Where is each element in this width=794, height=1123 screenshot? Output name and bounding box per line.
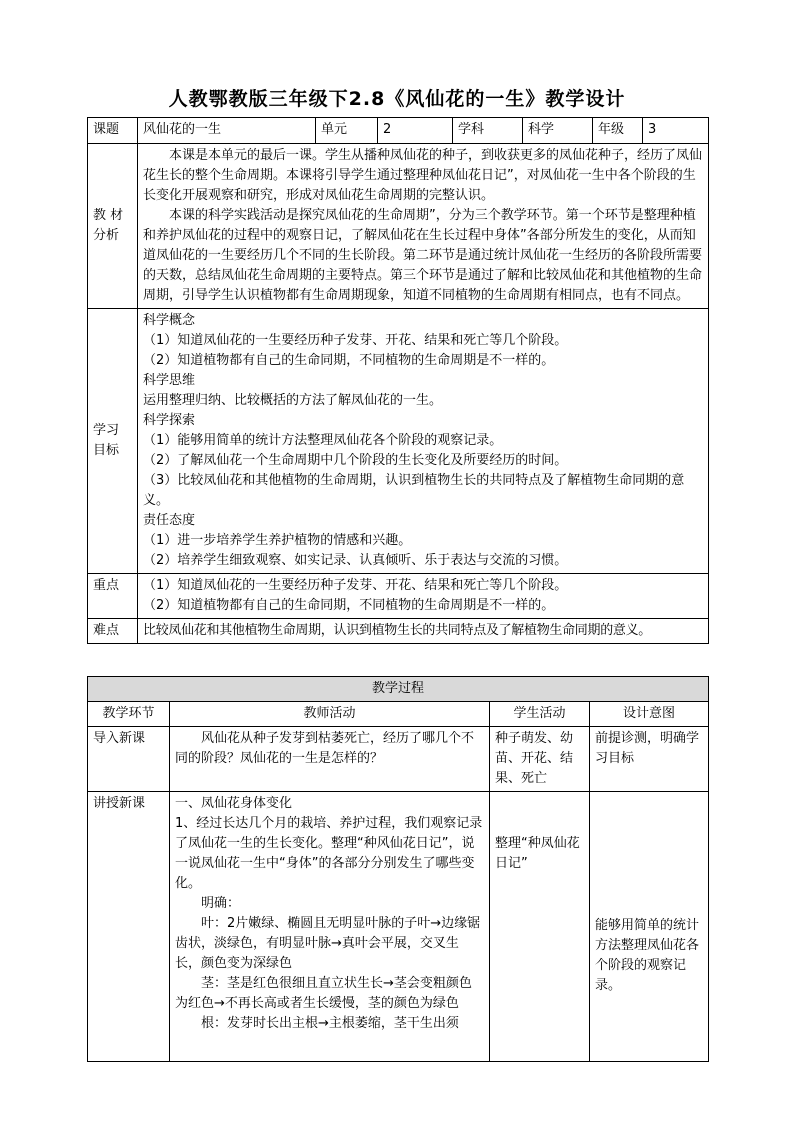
lecture-teacher-activity	[170, 792, 490, 1062]
objective-item: （1）进一步培养学生养护植物的情感和兴趣。	[143, 533, 412, 548]
intro-teacher-text: 风仙花从种子发芽到枯萎死亡，经历了哪几个不同的阶段？凤仙花的一生是怎样的？	[175, 731, 475, 766]
analysis-paragraph: 本课是本单元的最后一课。学生从播种凤仙花的种子，到收获更多的凤仙花种子，经历了凤仙花生长的整个生命周期。本课将引导学生通过整理种凤仙花日记”，对凤仙花一生中各个阶段的生长变化开展观察和研究，形成对凤仙花生命周期的完整认识。	[143, 148, 703, 203]
analysis-paragraph: 本课的科学实践活动是探究凤仙花的生命周期”，分为三个教学环节。第一个环节是整理种植和养护凤仙花的过程中的观察日记，了解凤仙花在生长过程中身体”各部分所发生的变化，从而知道凤仙花的一生要经历几个不同的生长阶段。第二环节是通过统计凤仙花一生经历的各阶段所需要的天数，总结凤仙花生命周期的主要特点。第三个环节是通过了解和比较凤仙花和其他植物的生命周期，引导学生认识植物都有生命周期现象，知道不同植物的生命周期有相同点，也有不同点。	[143, 208, 703, 303]
lecture-student-text: 整理“种凤仙花日记”	[495, 836, 580, 871]
page-title: 人教鄂教版三年级下2.8《风仙花的一生》教学设计	[168, 88, 626, 110]
intro-design-intent: 前提诊测，明确学习目标	[590, 727, 709, 792]
objective-item: （2）知道植物都有自己的生命同期，不同植物的生命周期是不一样的。	[143, 353, 555, 368]
objective-item: （1）能够用简单的统计方法整理凤仙花各个阶段的观察记录。	[143, 433, 503, 448]
lecture-line: 茎：茎是红色很细且直立状生长→茎会变粗颜色为红色→不再长高或者生长缓慢，茎的颜色为绿色	[175, 976, 472, 1011]
grade-label: 年级	[593, 118, 643, 144]
lecture-design-intent	[590, 792, 709, 1062]
lecture-line: 一、凤仙花身体变化	[175, 796, 293, 811]
lecture-line: 明确：	[201, 896, 241, 911]
objective-item: （1）知道凤仙花的一生要经历种子发芽、开花、结果和死亡等几个阶段。	[143, 333, 568, 348]
objective-item: （2）了解凤仙花一个生命周期中几个阶段的生长变化及所要经历的时间。	[143, 453, 568, 468]
column-header: 设计意图	[590, 702, 709, 727]
objectives-label: 学习 目标	[88, 309, 138, 574]
difficulty-label: 难点	[88, 619, 138, 644]
analysis-label: 教 材 分析	[88, 144, 138, 309]
key-points-content	[138, 574, 709, 619]
analysis-content	[138, 144, 709, 309]
lecture-line: 根：发芽时长出主根→主根萎缩，茎干生出须	[201, 1016, 459, 1031]
subject-label: 学科	[453, 118, 523, 144]
analysis-row	[88, 144, 709, 309]
key-point-item: （2）知道植物都有自己的生命同期，不同植物的生命周期是不一样的。	[143, 598, 555, 613]
objective-heading: 科学思维	[143, 373, 196, 388]
grade-value: 3	[643, 118, 709, 144]
process-heading-row	[88, 677, 709, 702]
objective-item: （3）比较凤仙花和其他植物的生命周期，认识到植物生长的共同特点及了解植物生命同期的意义。	[143, 473, 685, 508]
topic-value: 风仙花的一生	[138, 118, 316, 144]
process-columns-row	[88, 702, 709, 727]
lecture-intent-text: 能够用简单的统计方法整理凤仙花各个阶段的观察记录。	[595, 918, 700, 993]
column-header: 学生活动	[490, 702, 590, 727]
lesson-info-table	[87, 117, 709, 644]
key-points-label: 重点	[88, 574, 138, 619]
objectives-content	[138, 309, 709, 574]
intro-teacher-activity	[170, 727, 490, 792]
intro-row	[88, 727, 709, 792]
unit-value: 2	[378, 118, 453, 144]
lecture-stage: 讲授新课	[88, 792, 170, 1062]
objective-heading: 责任态度	[143, 513, 196, 528]
objective-heading: 科学概念	[143, 313, 196, 328]
teaching-process-table	[87, 676, 709, 1062]
objective-item: （2）培养学生细致观察、如实记录、认真倾听、乐于表达与交流的习惯。	[143, 553, 568, 568]
subject-value: 科学	[523, 118, 593, 144]
intro-student-activity: 种子萌发、幼苗、开花、结果、死亡	[490, 727, 590, 792]
process-heading: 教学过程	[88, 677, 709, 702]
key-point-item: （1）知道凤仙花的一生要经历种子发芽、开花、结果和死亡等几个阶段。	[143, 578, 568, 593]
difficulty-row	[88, 619, 709, 644]
lecture-row	[88, 792, 709, 1062]
objective-item: 运用整理归纳、比较概括的方法了解凤仙花的一生。	[143, 393, 443, 408]
lecture-student-activity	[490, 792, 590, 1062]
key-points-row	[88, 574, 709, 619]
objectives-row	[88, 309, 709, 574]
intro-stage: 导入新课	[88, 727, 170, 792]
unit-label: 单元	[316, 118, 378, 144]
lecture-line: 叶：2片嫩绿、椭圆且无明显叶脉的子叶→边缘锯齿状，淡绿色，有明显叶脉→真叶会平展，交叉生长，颜色变为深绿色	[175, 916, 481, 971]
lecture-line: 1、经过长达几个月的栽培、养护过程，我们观察记录了凤仙花一生的生长变化。整理“种风仙花日记”，说一说凤仙花一生中“身体”的各部分分别发生了哪些变化。	[175, 816, 483, 891]
info-row	[88, 118, 709, 144]
objective-heading: 科学探索	[143, 413, 196, 428]
column-header: 教师活动	[170, 702, 490, 727]
difficulty-content: 比较凤仙花和其他植物生命周期，认识到植物生长的共同特点及了解植物生命同期的意义。	[138, 619, 709, 644]
column-header: 教学环节	[88, 702, 170, 727]
topic-label: 课题	[88, 118, 138, 144]
